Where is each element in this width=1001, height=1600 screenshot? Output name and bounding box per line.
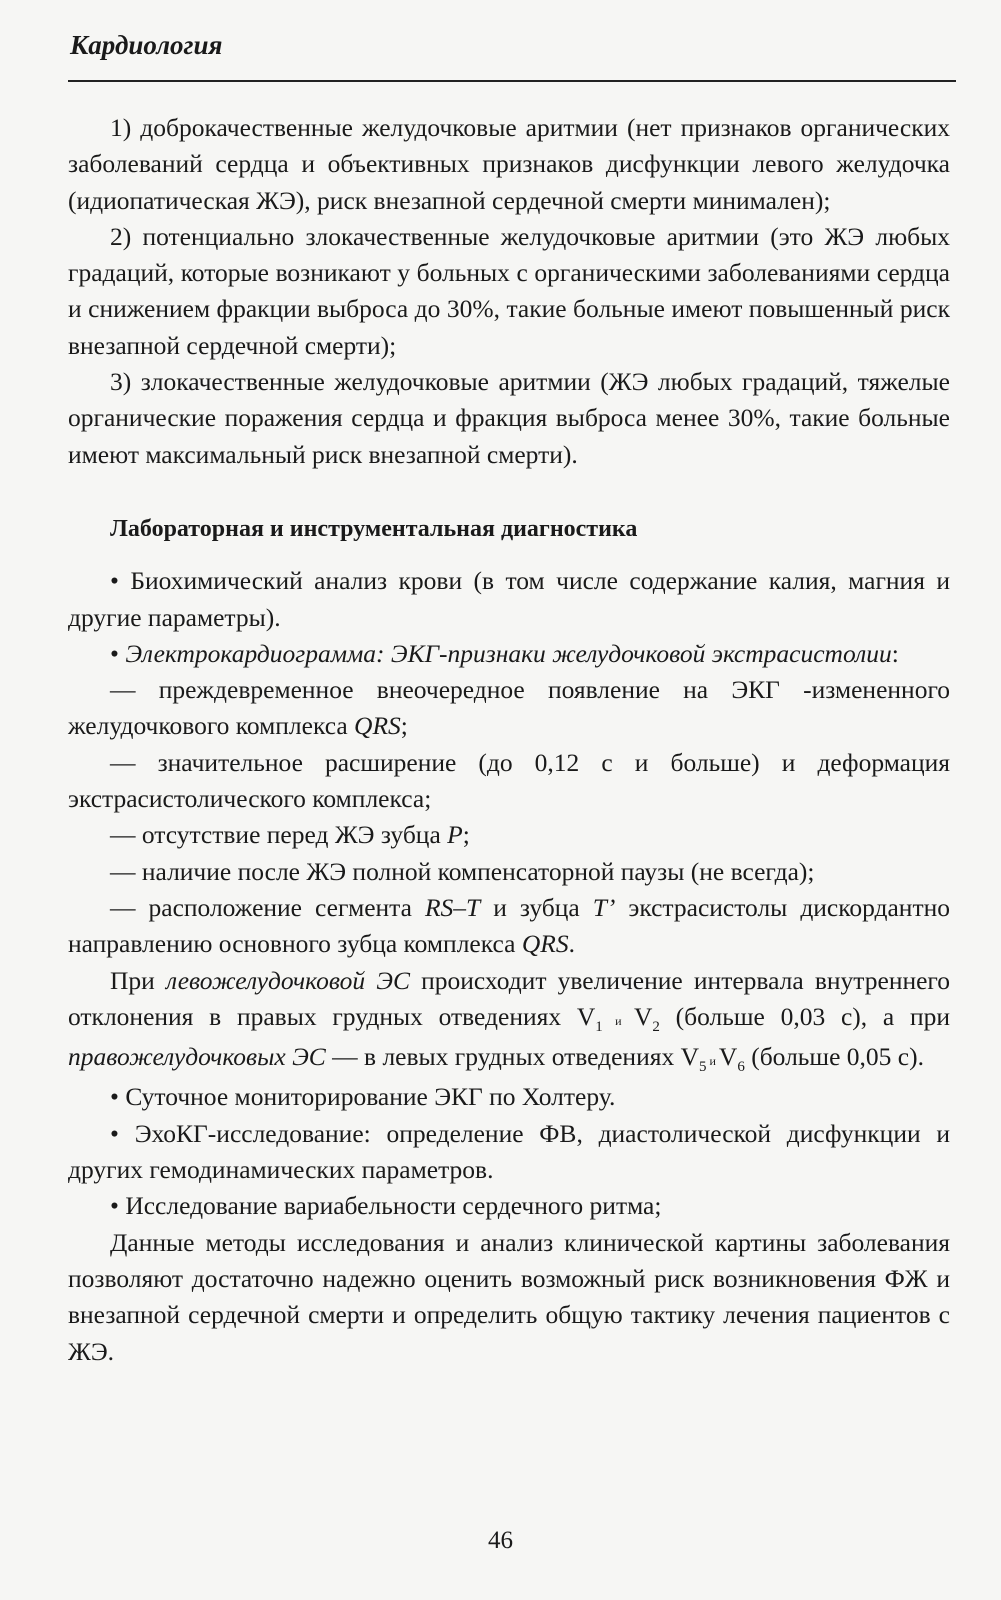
lead-letter: V xyxy=(718,1042,738,1072)
bullet-text-italic: Электрокардиограмма: ЭКГ-признаки желудочковой экстрасистолии xyxy=(125,638,892,668)
conclusion-paragraph: Данные методы исследования и анализ клинической картины заболевания позволяют достаточно надежно оценить возможный риск возникновения ФЖ и внезапной сердечной смерти и определить общую тактику лечения пациентов с ЖЭ. xyxy=(68,1227,950,1366)
ecg-sign-2 xyxy=(68,745,950,818)
ecg-sign-5 xyxy=(68,890,950,963)
ecg-sign-3 xyxy=(68,817,950,853)
bullet-item-biochem xyxy=(68,563,950,636)
ecg-sign-text: отсутствие перед ЖЭ зубца xyxy=(141,820,448,850)
bullet-colon: : xyxy=(891,638,899,668)
bullet-icon: • xyxy=(110,638,119,668)
classification-item-2: 2) потенциально злокачественные желудочковые аритмии (это ЖЭ любых градаций, которые возникают у больных с органическими заболеваниями сердца и снижением фракции выброса до 30%, такие больные имеют повышенный риск внезапной сердечной смерти); xyxy=(68,221,950,360)
text: — в левых грудных отведениях V xyxy=(325,1042,699,1072)
bullet-item-holter xyxy=(68,1079,950,1115)
lead-letter: V xyxy=(633,1001,653,1031)
ecg-sign-text: наличие после ЖЭ полной компенсаторной паузы (не всегда); xyxy=(141,856,815,886)
bullet-text: Биохимический анализ крови (в том числе содержание калия, магния и другие параметры). xyxy=(68,566,950,632)
punct: ; xyxy=(400,711,408,741)
running-header: Кардиология xyxy=(70,30,223,60)
page-body xyxy=(68,110,950,1370)
ecg-sign-text: значительное расширение (до 0,12 с и больше) и деформация экстрасистолического комплекса; xyxy=(68,747,950,814)
text: происходит увеличение интервала внутреннего отклонения в правых грудных отведениях V xyxy=(68,965,951,1031)
page-number: 46 xyxy=(488,1527,513,1554)
bullet-text: Исследование вариабельности сердечного ритма; xyxy=(125,1191,662,1221)
rv-es-term: правожелудочковых ЭС xyxy=(68,1042,326,1072)
dash-icon: — xyxy=(110,747,136,777)
text: и xyxy=(706,1054,719,1069)
punct: ; xyxy=(462,820,470,850)
dash-icon: — xyxy=(110,856,136,886)
ecg-sign-4 xyxy=(68,854,950,890)
dash-icon: — xyxy=(110,892,136,922)
lead-subscript: 2 xyxy=(652,1018,660,1035)
lead-paragraph xyxy=(68,963,950,1080)
rst-term: RS–T xyxy=(424,892,481,922)
ecg-sign-text: и зубца xyxy=(480,892,593,922)
punct: . xyxy=(568,929,575,959)
lead-subscript: 6 xyxy=(737,1059,745,1076)
lead-subscript: 1 xyxy=(595,1018,603,1035)
header-divider xyxy=(68,80,956,82)
classification-item-1: 1) доброкачественные желудочковые аритмии (нет признаков органических заболеваний сердца и объективных признаков дисфункции левого желудочка (идиопатическая ЖЭ), риск внезапной сердечной смерти минимален); xyxy=(68,113,950,215)
p-wave-term: P xyxy=(447,820,463,850)
qrs-term: QRS xyxy=(354,711,401,741)
bullet-item-echo xyxy=(68,1116,950,1189)
bullet-icon: • xyxy=(110,1191,119,1221)
dash-icon: — xyxy=(110,675,136,705)
ecg-sign-text: расположение сегмента xyxy=(148,892,425,922)
dash-icon: — xyxy=(110,820,136,850)
ecg-sign-text: преждевременное внеочередное появление на ЭКГ -измененного желудочкового комплекса xyxy=(68,675,951,741)
ecg-sign-text: экстрасистолы дискордантно направлению основного зубца комплекса xyxy=(68,892,950,959)
text: (больше 0,05 с). xyxy=(744,1042,924,1072)
section-heading: Лабораторная и инструментальная диагностика xyxy=(110,515,638,542)
text: и xyxy=(602,1013,634,1028)
bullet-text: Суточное мониторирование ЭКГ по Холтеру. xyxy=(125,1082,616,1112)
text: (больше 0,03 с), а при xyxy=(659,1001,951,1031)
bullet-item-ecg xyxy=(68,636,950,672)
bullet-item-hrv xyxy=(68,1188,950,1224)
bullet-icon: • xyxy=(110,1082,119,1112)
lv-es-term: левожелудочковой ЭС xyxy=(165,965,410,995)
qrs-term: QRS xyxy=(521,929,569,959)
bullet-text: ЭхоКГ-исследование: определение ФВ, диастолической дисфункции и других гемодинамических параметров. xyxy=(68,1118,950,1185)
bullet-icon: • xyxy=(110,1118,119,1148)
lead-subscript: 5 xyxy=(698,1059,707,1076)
t-wave-term: T’ xyxy=(592,892,616,922)
text: При xyxy=(110,965,166,995)
bullet-icon: • xyxy=(110,566,119,596)
classification-item-3: 3) злокачественные желудочковые аритмии (ЖЭ любых градаций, тяжелые органические поражения сердца и фракция выброса менее 30%, такие больные имеют максимальный риск внезапной смерти). xyxy=(68,367,950,469)
ecg-sign-1 xyxy=(68,672,950,745)
